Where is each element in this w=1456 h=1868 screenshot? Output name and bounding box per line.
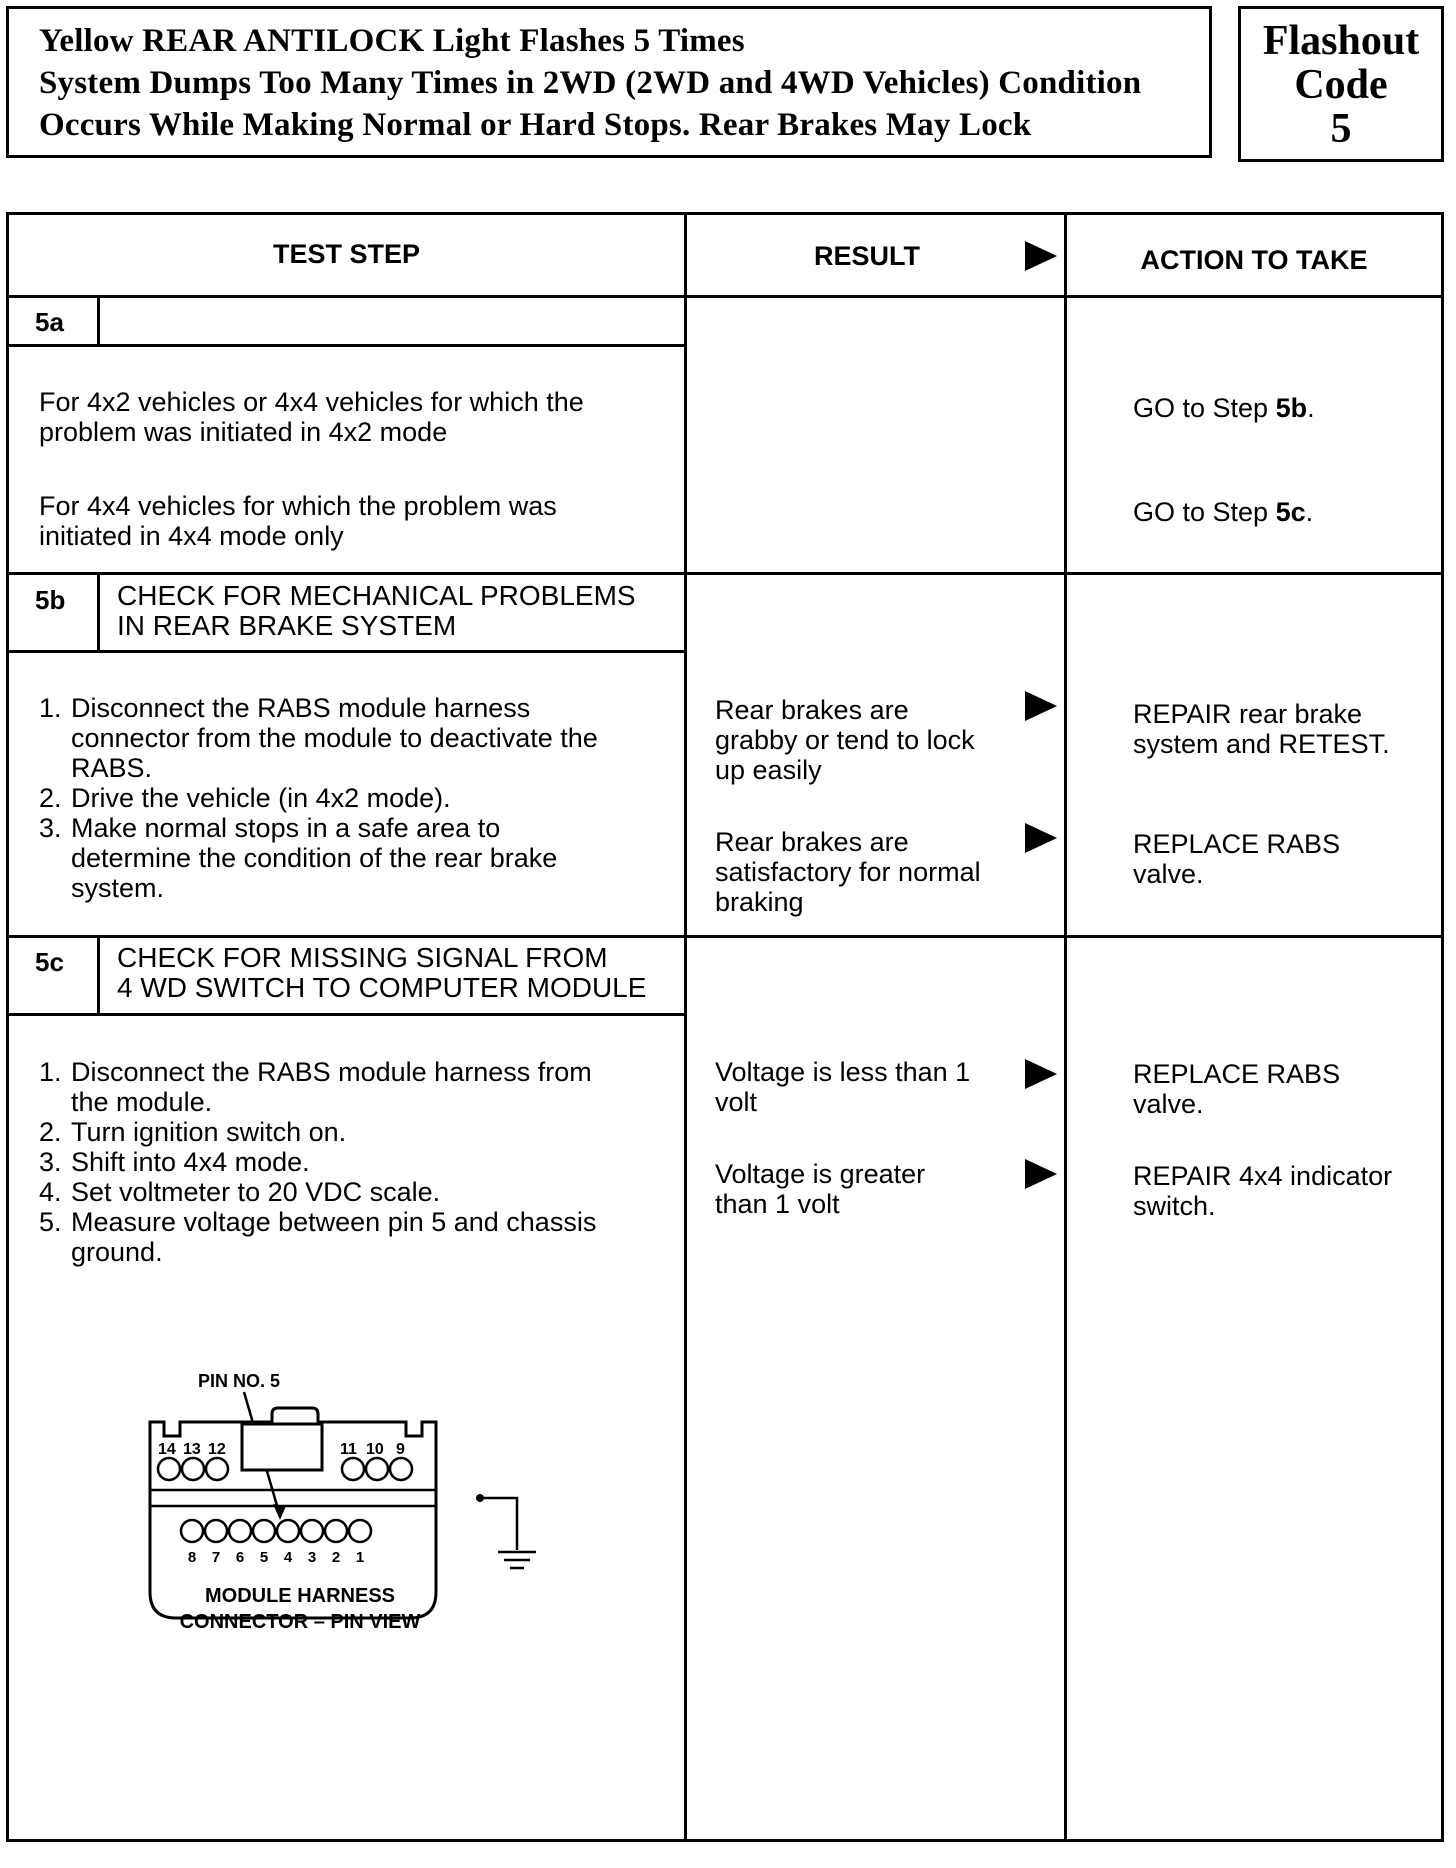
list-item: 2. Turn ignition switch on.	[39, 1117, 347, 1147]
svg-text:4: 4	[283, 1549, 293, 1566]
connector-latch	[242, 1424, 322, 1470]
svg-text:12: 12	[208, 1441, 226, 1458]
svg-text:5: 5	[259, 1549, 269, 1566]
step-5a-row2-line1: For 4x4 vehicles for which the problem was	[39, 491, 557, 521]
diagram-caption-1: MODULE HARNESS	[204, 1585, 396, 1607]
step-5c-action-2: REPAIR 4x4 indicator switch.	[1133, 1161, 1393, 1221]
step-5c-number: 5c	[35, 947, 64, 977]
diagram-caption-2: CONNECTOR – PIN VIEW	[179, 1611, 421, 1633]
list-item: 1. Disconnect the RABS module harness from the module.	[39, 1057, 592, 1117]
svg-text:13: 13	[183, 1441, 201, 1458]
ground-wire	[480, 1498, 517, 1550]
header-arrow-icon	[1025, 241, 1057, 271]
list-item: 5. Measure voltage between pin 5 and chassis ground.	[39, 1207, 597, 1267]
condition-title-box	[6, 6, 1212, 158]
header-action: ACTION TO TAKE	[1140, 245, 1368, 275]
result-arrow-icon	[1025, 823, 1057, 853]
title-line-2: System Dumps Too Many Times in 2WD (2WD and 4WD Vehicles) Condition	[39, 65, 1142, 101]
svg-text:8: 8	[187, 1549, 197, 1566]
list-item: 3. Make normal stops in a safe area to determine the condition of the rear brake system.	[39, 813, 558, 903]
list-item: 4. Set voltmeter to 20 VDC scale.	[39, 1177, 441, 1207]
step-5c-action-1: REPLACE RABS valve.	[1133, 1059, 1341, 1119]
result-arrow-icon	[1025, 1059, 1057, 1089]
step-5a-row1-line2: problem was initiated in 4x2 mode	[39, 417, 448, 447]
code-label: Code	[1294, 62, 1388, 108]
result-arrow-icon	[1025, 691, 1057, 721]
step-5b-number: 5b	[35, 585, 66, 615]
list-item: 1. Disconnect the RABS module harness connector from the module to deactivate the RABS.	[39, 693, 598, 783]
title-line-1: Yellow REAR ANTILOCK Light Flashes 5 Times	[39, 23, 745, 59]
result-arrow-icon	[1025, 1159, 1057, 1189]
header-test-step: TEST STEP	[272, 239, 421, 269]
step-5a-action-1: GO to Step 5b.	[1133, 393, 1315, 423]
title-line-3: Occurs While Making Normal or Hard Stops. Rear Brakes May Lock	[39, 107, 1032, 143]
step-5b-result-2: Rear brakes are satisfactory for normal braking	[715, 827, 981, 917]
svg-text:1: 1	[355, 1549, 365, 1566]
step-5c-instructions	[39, 1057, 596, 1267]
code-number: 5	[1330, 106, 1352, 152]
pin-label: PIN NO. 5	[198, 1371, 281, 1391]
step-5b-instructions	[39, 693, 598, 903]
step-5c-result-2: Voltage is greater than 1 volt	[715, 1159, 926, 1219]
step-5a-row1-line1: For 4x2 vehicles or 4x4 vehicles for which the	[39, 387, 584, 417]
list-item: 2. Drive the vehicle (in 4x2 mode).	[39, 783, 451, 813]
step-5c-result-1: Voltage is less than 1 volt	[715, 1057, 971, 1117]
step-5c-title: CHECK FOR MISSING SIGNAL FROM 4 WD SWITCH TO COMPUTER MODULE	[117, 942, 647, 1003]
step-5a-row2-line2: initiated in 4x4 mode only	[39, 521, 344, 551]
step-5b-result-1: Rear brakes are grabby or tend to lock up easily	[715, 695, 975, 785]
svg-text:9: 9	[396, 1441, 405, 1458]
step-5b-action-2: REPLACE RABS valve.	[1133, 829, 1341, 889]
connector-pin-diagram	[140, 1368, 560, 1668]
svg-text:6: 6	[235, 1549, 245, 1566]
svg-text:14: 14	[158, 1441, 176, 1458]
step-5b-title: CHECK FOR MECHANICAL PROBLEMS IN REAR BRAKE SYSTEM	[117, 580, 636, 641]
svg-text:7: 7	[211, 1549, 221, 1566]
svg-text:10: 10	[366, 1441, 384, 1458]
step-5b-action-1: REPAIR rear brake system and RETEST.	[1133, 699, 1390, 759]
connector-diagram-svg	[140, 1368, 560, 1668]
step-5a-number: 5a	[35, 307, 64, 337]
svg-text:3: 3	[307, 1549, 317, 1566]
flashout-code-box	[1238, 6, 1444, 162]
svg-text:11: 11	[340, 1441, 357, 1458]
step-5a-action-2: GO to Step 5c.	[1133, 497, 1314, 527]
list-item: 3. Shift into 4x4 mode.	[39, 1147, 310, 1177]
svg-text:2: 2	[331, 1549, 341, 1566]
flashout-label: Flashout	[1262, 18, 1420, 64]
header-result: RESULT	[814, 241, 920, 271]
